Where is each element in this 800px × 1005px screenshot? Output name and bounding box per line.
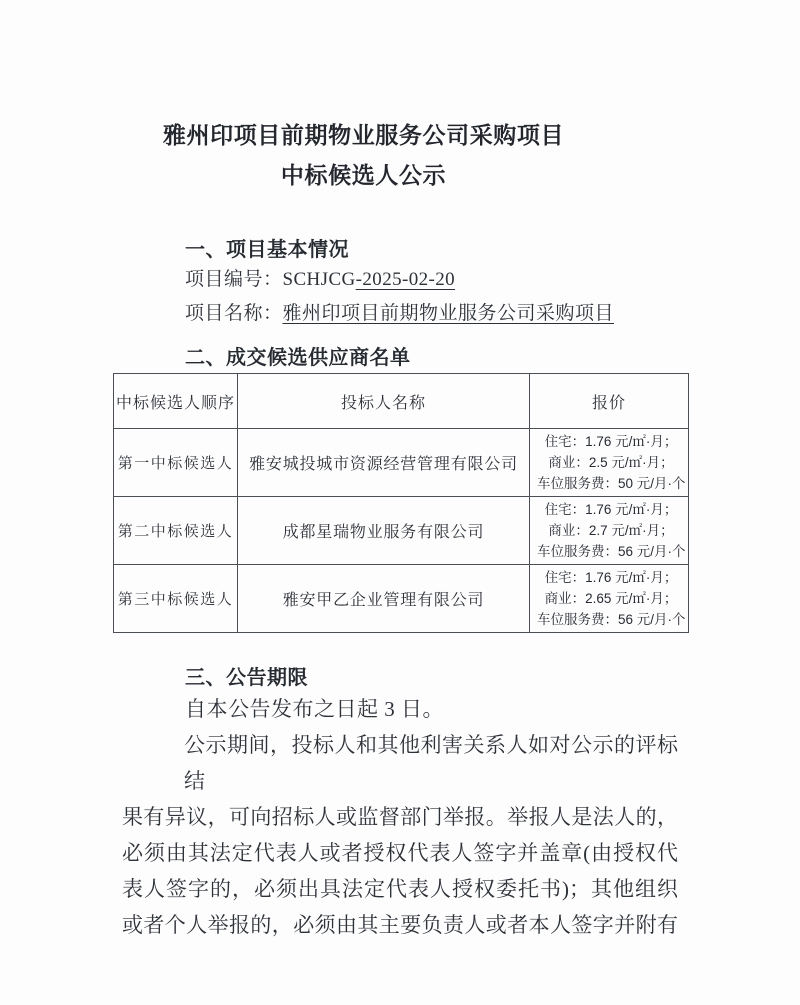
project-name-line	[185, 297, 688, 331]
paragraph-line: 公示期间，投标人和其他利害关系人如对公示的评标结	[184, 733, 678, 793]
column-header-bidder: 投标人名称	[238, 374, 530, 429]
document-title-line2: 中标候选人公示	[280, 163, 447, 188]
bidder-cell: 雅安城投城市资源经营管理有限公司	[238, 429, 530, 497]
price-line-parking: 车位服务费：56 元/月·个	[537, 544, 686, 559]
project-number-line	[185, 263, 688, 297]
notice-period-text: 自本公告发布之日起 3 日。	[185, 697, 444, 721]
section1-heading: 一、项目基本情况	[185, 239, 349, 261]
paragraph-line: 或者个人举报的，必须由其主要负责人或者本人签字并附有	[122, 913, 678, 937]
paragraph-line: 必须由其法定代表人或者授权代表人签字并盖章(由授权代	[122, 841, 678, 865]
section2-heading: 二、成交候选供应商名单	[185, 347, 411, 369]
price-line-residential: 住宅：1.76 元/㎡·月；	[544, 502, 678, 517]
rank-cell: 第三中标候选人	[114, 565, 238, 633]
price-line-parking: 车位服务费：50 元/月·个	[537, 476, 686, 491]
rank-cell: 第一中标候选人	[114, 429, 238, 497]
project-name-value: 雅州印项目前期物业服务公司采购项目	[282, 303, 615, 324]
table-header-row	[114, 374, 689, 429]
document-content	[113, 0, 688, 943]
column-header-price: 报价	[530, 374, 689, 429]
price-cell	[530, 429, 689, 497]
objection-paragraph	[122, 727, 678, 943]
bidder-cell: 雅安甲乙企业管理有限公司	[238, 565, 530, 633]
project-number-value: -2025-02-20	[355, 269, 456, 290]
price-line-residential: 住宅：1.76 元/㎡·月；	[544, 434, 678, 449]
document-title	[76, 0, 651, 196]
column-header-rank: 中标候选人顺序	[114, 374, 238, 429]
price-cell	[530, 565, 689, 633]
candidates-table	[113, 373, 689, 633]
document-title-line1: 雅州印项目前期物业服务公司采购项目	[162, 123, 565, 148]
price-cell	[530, 497, 689, 565]
rank-cell: 第二中标候选人	[114, 497, 238, 565]
paragraph-line: 果有异议，可向招标人或监督部门举报。举报人是法人的，	[122, 805, 678, 829]
price-line-parking: 车位服务费：56 元/月·个	[537, 612, 686, 627]
table-row	[114, 565, 689, 633]
table-row	[114, 497, 689, 565]
project-name-label: 项目名称：	[185, 303, 283, 324]
table-row	[114, 429, 689, 497]
project-number-prefix: SCHJCG	[282, 269, 356, 290]
price-line-commercial: 商业：2.7 元/㎡·月；	[548, 523, 674, 538]
section3-heading: 三、公告期限	[185, 667, 308, 689]
project-number-label: 项目编号：	[185, 269, 283, 290]
price-line-residential: 住宅：1.76 元/㎡·月；	[544, 570, 678, 585]
price-line-commercial: 商业：2.5 元/㎡·月；	[548, 455, 674, 470]
price-line-commercial: 商业：2.65 元/㎡·月；	[544, 591, 678, 606]
paragraph-line: 表人签字的，必须出具法定代表人授权委托书)；其他组织	[122, 877, 678, 901]
bidder-cell: 成都星瑞物业服务有限公司	[238, 497, 530, 565]
